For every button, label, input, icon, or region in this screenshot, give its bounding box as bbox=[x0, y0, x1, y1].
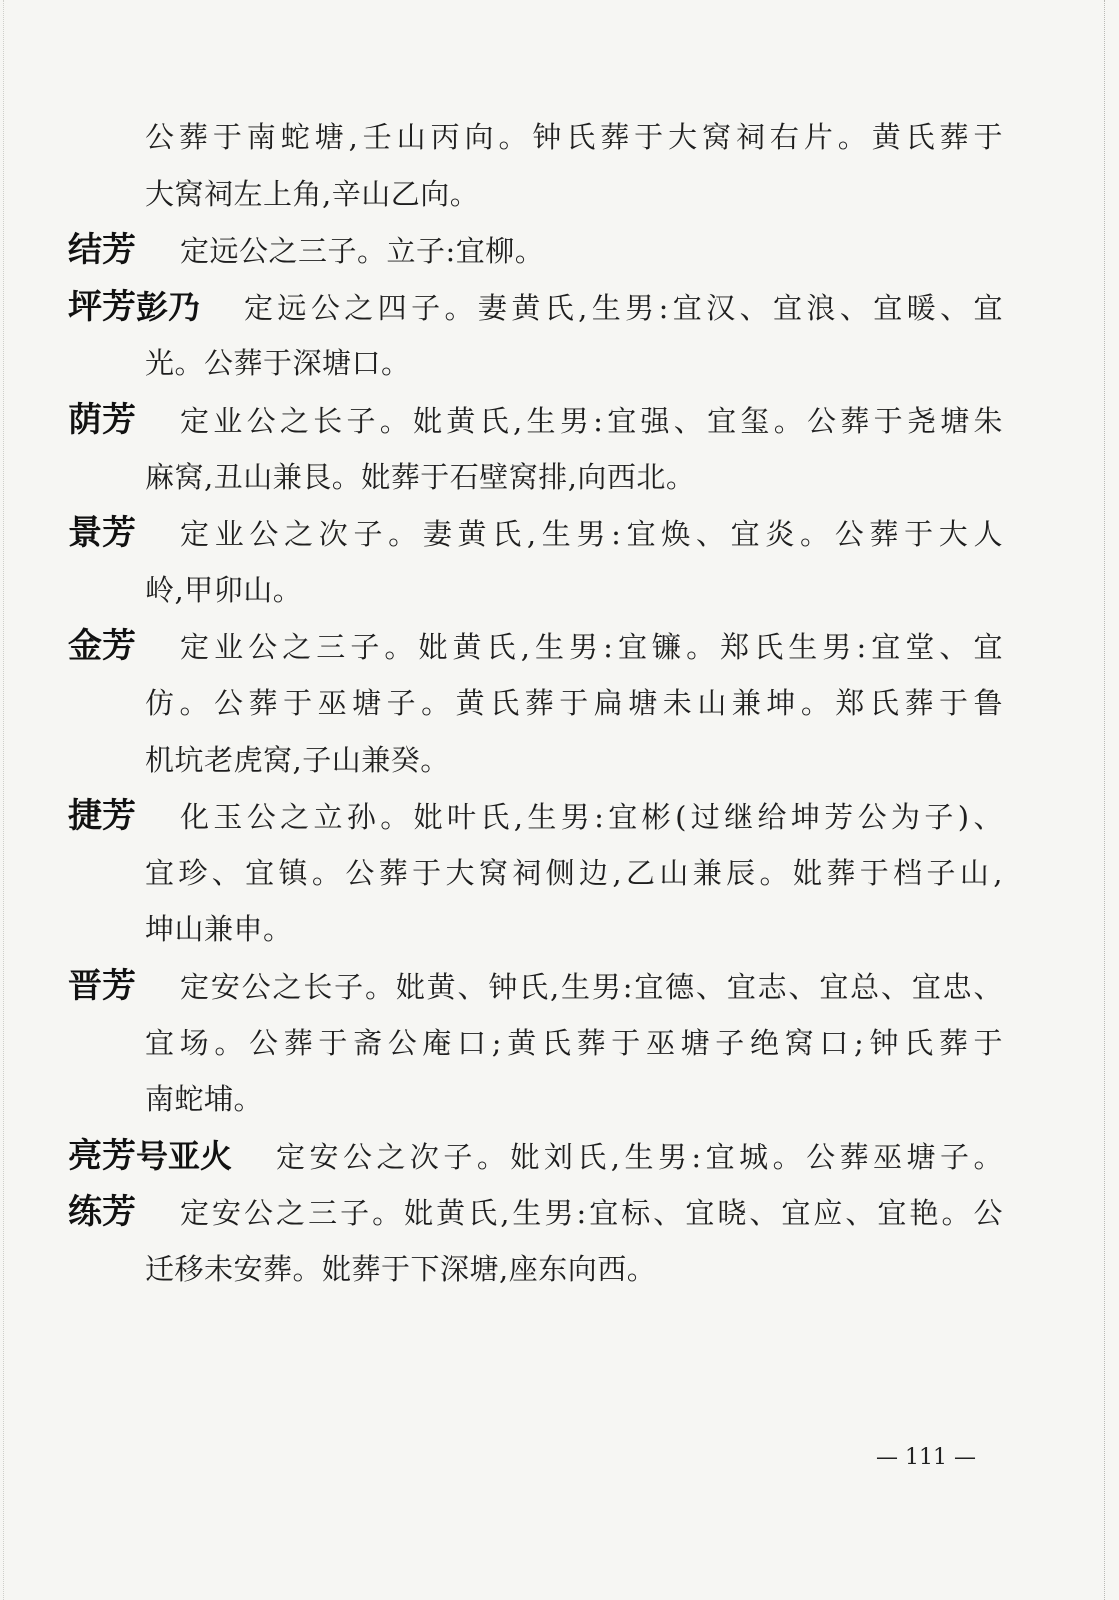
page-left-edge-line bbox=[3, 0, 4, 1600]
line-text: 定远公之四子。妻黄氏,生男:宜汉、宜浪、宜暖、宜 bbox=[244, 290, 1003, 325]
line-text: 光。公葬于深塘口。 bbox=[145, 346, 411, 381]
entry-heading bbox=[68, 618, 136, 681]
line-text: 定安公之长子。妣黄、钟氏,生男:宜德、宜志、宜总、宜忠、 bbox=[180, 969, 1003, 1004]
entry-heading bbox=[68, 505, 136, 568]
genealogy-entry bbox=[68, 958, 1003, 1128]
genealogy-entry bbox=[68, 392, 1003, 505]
genealogy-entry bbox=[68, 1184, 1003, 1297]
person-name: 亮芳 bbox=[68, 1135, 136, 1176]
line-text: 化玉公之立孙。妣叶氏,生男:宜彬(过继给坤芳公为子)、 bbox=[180, 800, 1003, 835]
line-text: 定业公之长子。妣黄氏,生男:宜强、宜玺。公葬于尧塘朱 bbox=[180, 403, 1003, 438]
entry-first-line bbox=[68, 1184, 1003, 1241]
genealogy-text bbox=[68, 109, 1003, 1297]
text-line bbox=[68, 1071, 1003, 1128]
entry-heading bbox=[68, 958, 136, 1021]
text-line bbox=[68, 1241, 1003, 1298]
line-text: 坤山兼申。 bbox=[145, 912, 293, 947]
person-alias: 号亚火 bbox=[136, 1136, 233, 1175]
text-line bbox=[68, 562, 1003, 619]
entry-heading bbox=[68, 1184, 136, 1247]
person-name: 荫芳 bbox=[68, 399, 136, 440]
page-right-edge-line bbox=[1104, 0, 1105, 1600]
line-text: 定业公之次子。妻黄氏,生男:宜焕、宜炎。公葬于大人 bbox=[180, 517, 1003, 552]
entry-heading bbox=[68, 1128, 232, 1191]
line-text: 机坑老虎窝,子山兼癸。 bbox=[145, 742, 450, 777]
person-name: 练芳 bbox=[68, 1192, 136, 1233]
text-line bbox=[68, 732, 1003, 789]
line-text: 定安公之次子。妣刘氏,生男:宜城。公葬巫塘子。 bbox=[276, 1139, 1003, 1174]
person-name: 坪芳 bbox=[68, 286, 136, 327]
person-name: 景芳 bbox=[68, 513, 136, 554]
entry-heading bbox=[68, 392, 136, 455]
entry-first-line bbox=[68, 279, 1003, 336]
line-text: 麻窝,丑山兼艮。妣葬于石壁窝排,向西北。 bbox=[145, 459, 696, 494]
line-text: 仿。公葬于巫塘子。黄氏葬于扁塘未山兼坤。郑氏葬于鲁 bbox=[145, 685, 1003, 720]
entry-first-line bbox=[68, 392, 1003, 449]
line-text: 大窝祠左上角,辛山乙向。 bbox=[145, 176, 480, 211]
text-line bbox=[68, 901, 1003, 958]
genealogy-entry bbox=[68, 1128, 1003, 1185]
line-text: 宜珍、宜镇。公葬于大窝祠侧边,乙山兼辰。妣葬于档子山, bbox=[145, 855, 1003, 890]
line-text: 公葬于南蛇塘,壬山丙向。钟氏葬于大窝祠右片。黄氏葬于 bbox=[145, 120, 1003, 154]
genealogy-entry bbox=[68, 618, 1003, 788]
line-text: 定远公之三子。立子:宜柳。 bbox=[180, 234, 545, 269]
genealogy-entry bbox=[68, 279, 1003, 392]
genealogy-entry bbox=[68, 505, 1003, 618]
continuation-paragraph bbox=[68, 109, 1003, 222]
line-text: 南蛇埔。 bbox=[145, 1082, 264, 1117]
entry-first-line bbox=[68, 788, 1003, 845]
genealogy-entry bbox=[68, 222, 1003, 279]
person-name: 结芳 bbox=[68, 230, 136, 271]
entry-first-line bbox=[68, 958, 1003, 1015]
entry-heading bbox=[68, 222, 136, 285]
text-line bbox=[68, 335, 1003, 392]
person-name: 晋芳 bbox=[68, 965, 136, 1006]
entry-first-line bbox=[68, 222, 1003, 279]
text-line bbox=[68, 845, 1003, 902]
text-line bbox=[68, 166, 1003, 223]
line-text: 迁移未安葬。妣葬于下深塘,座东向西。 bbox=[145, 1251, 657, 1286]
line-text: 岭,甲卯山。 bbox=[145, 572, 303, 607]
entry-first-line bbox=[68, 1128, 1003, 1185]
person-name: 捷芳 bbox=[68, 796, 136, 837]
entry-heading bbox=[68, 788, 136, 851]
entry-heading bbox=[68, 279, 200, 342]
line-text: 定业公之三子。妣黄氏,生男:宜镰。郑氏生男:宜堂、宜 bbox=[180, 630, 1003, 665]
line-text: 宜场。公葬于斋公庵口;黄氏葬于巫塘子绝窝口;钟氏葬于 bbox=[145, 1025, 1003, 1060]
person-name: 金芳 bbox=[68, 626, 136, 667]
text-line bbox=[68, 1015, 1003, 1072]
text-line bbox=[68, 675, 1003, 732]
line-text: 定安公之三子。妣黄氏,生男:宜标、宜晓、宜应、宜艳。公 bbox=[180, 1196, 1003, 1231]
text-line bbox=[68, 449, 1003, 506]
entry-first-line bbox=[68, 618, 1003, 675]
entry-first-line bbox=[68, 505, 1003, 562]
page-number: — 111 — bbox=[876, 1445, 976, 1470]
text-line bbox=[68, 109, 1003, 166]
genealogy-entry bbox=[68, 788, 1003, 958]
person-alias: 彭乃 bbox=[136, 287, 201, 326]
